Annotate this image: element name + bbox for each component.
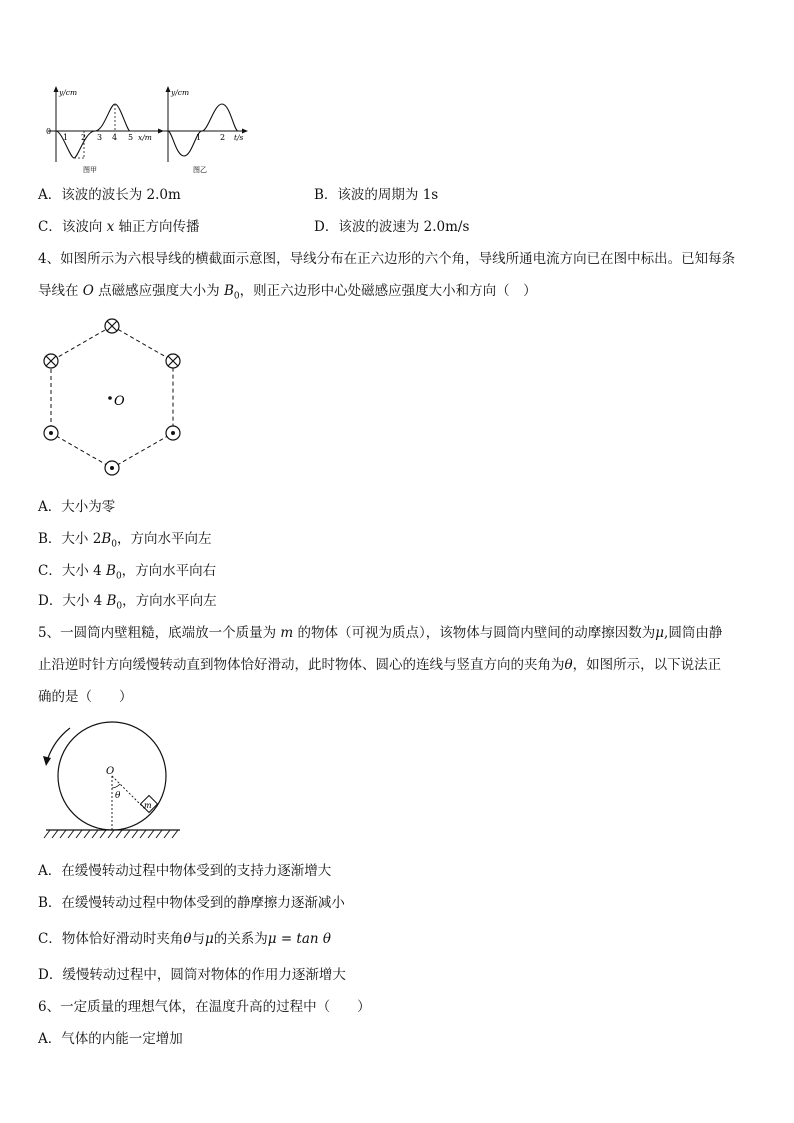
center-label: O — [114, 394, 125, 409]
option-label: A． — [38, 187, 62, 203]
wire-out-of-page-icon — [105, 461, 119, 475]
x-axis-label: x/m — [138, 133, 152, 142]
center-point — [108, 396, 112, 400]
cylinder-figure — [40, 720, 190, 845]
x-tick-4: 4 — [112, 133, 118, 142]
x-tick-3: 3 — [97, 133, 103, 142]
point-o: O — [82, 283, 94, 299]
origin-label: 0 — [46, 127, 52, 136]
q3-option-d[interactable] — [314, 218, 469, 236]
caption-jia: 图甲 — [83, 166, 97, 174]
option-label: D． — [314, 219, 339, 235]
q4-stem-line-1: 4、如图所示为六根导线的横截面示意图，导线分布在正六边形的六个角，导线所通电流方向已在图中标出。已知每条 — [38, 251, 736, 267]
wave-graph-jia — [40, 86, 165, 176]
center-label: O — [106, 766, 115, 777]
wire-into-page-icon — [44, 354, 58, 368]
q5-option-d[interactable]: D．缓慢转动过程中，圆筒对物体的作用力逐渐增大 — [38, 967, 346, 983]
wire-into-page-icon — [105, 319, 119, 333]
t-tick-2: 2 — [220, 133, 226, 142]
q5-stem-line-1: 5、一圆筒内壁粗糙，底端放一个质量为 m 的物体（可视为质点），该物体与圆筒内壁间的动摩擦因数为μ,圆筒由静 — [38, 625, 723, 641]
q5-option-b[interactable]: B．在缓慢转动过程中物体受到的静摩擦力逐渐减小 — [38, 895, 345, 911]
variable-x: x — [106, 219, 115, 235]
q4-option-c[interactable]: C．大小 4 $B_0$，方向水平向右 — [38, 563, 217, 582]
t-axis-label: t/s — [234, 133, 244, 142]
q5-stem-line-2: 止沿逆时针方向缓慢转动直到物体恰好滑动，此时物体、圆心的连线与竖直方向的夹角为θ，如图所示，以下说法正 — [38, 657, 722, 673]
x-tick-1: 1 — [63, 133, 69, 142]
equation: μ = tan θ — [267, 931, 332, 947]
q3-option-b[interactable] — [314, 186, 438, 204]
option-text: 该波的波速为 2.0m/s — [338, 219, 470, 235]
q4-stem-line-2: 导线在 O 点磁感应强度大小为 $B_0$，则正六边形中心处磁感应强度大小和方向（ ） — [38, 283, 537, 302]
q4-option-d[interactable]: D．大小 4 $B_0$，方向水平向左 — [38, 593, 217, 612]
t-tick-1: 1 — [196, 133, 202, 142]
x-tick-5: 5 — [128, 133, 134, 142]
rotation-arrow-icon — [43, 756, 51, 766]
wire-into-page-icon — [166, 354, 180, 368]
hexagon-wire-figure — [36, 312, 196, 482]
q5-option-a[interactable]: A．在缓慢转动过程中物体受到的支持力逐渐增大 — [38, 863, 332, 879]
q5-option-c[interactable]: C．物体恰好滑动时夹角θ与μ的关系为μ = tan θ — [38, 931, 332, 947]
y-axis-label: y/cm — [171, 88, 190, 97]
option-text: 该波的周期为 1s — [337, 187, 439, 203]
q3-option-a[interactable] — [38, 186, 181, 204]
block-label: m — [144, 801, 152, 810]
wire-out-of-page-icon — [166, 426, 180, 440]
angle-label: θ — [115, 791, 121, 801]
wire-out-of-page-icon — [44, 426, 58, 440]
option-text: 该波向 — [61, 219, 107, 235]
q4-option-a[interactable]: A．大小为零 — [38, 499, 116, 515]
wave-graph-yi — [160, 86, 255, 176]
option-label: B． — [314, 187, 338, 203]
q6-stem: 6、一定质量的理想气体，在温度升高的过程中（ ） — [38, 999, 371, 1015]
symbol-b: B — [223, 283, 234, 299]
option-label: C． — [38, 219, 62, 235]
option-text: 轴正方向传播 — [114, 219, 200, 235]
option-text: 该波的波长为 2.0m — [61, 187, 181, 203]
y-axis-label: y/cm — [59, 88, 78, 97]
caption-yi: 图乙 — [193, 166, 207, 174]
q4-option-b[interactable]: B．大小 $2B_0$，方向水平向左 — [38, 531, 212, 550]
q3-option-c[interactable] — [38, 218, 200, 236]
x-tick-2: 2 — [81, 133, 87, 142]
q6-option-a[interactable]: A．气体的内能一定增加 — [38, 1031, 183, 1047]
q5-stem-line-3: 确的是（ ） — [38, 689, 133, 705]
